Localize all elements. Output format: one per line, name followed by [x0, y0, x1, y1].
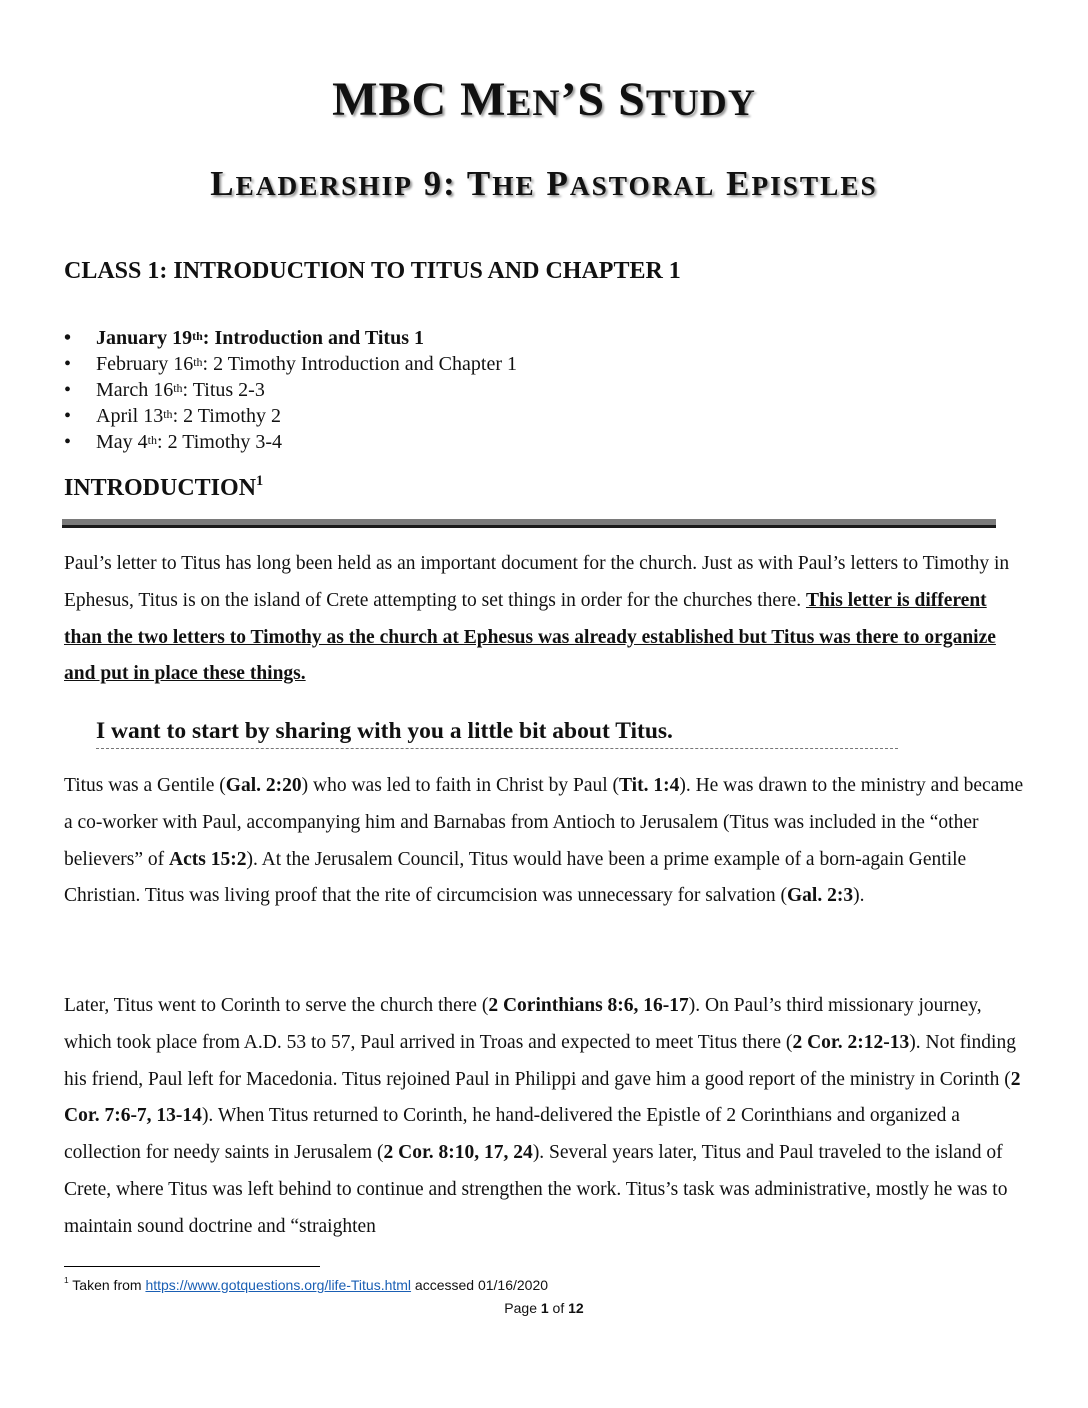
schedule-item: • May 4th: 2 Timothy 3-4: [64, 429, 517, 455]
document-title: MBC MEN’S STUDY: [332, 73, 756, 126]
schedule-item: • March 16th: Titus 2-3: [64, 377, 517, 403]
titus-subheading: I want to start by sharing with you a little bit about Titus.: [96, 718, 673, 744]
footnote-ref[interactable]: 1: [256, 473, 264, 489]
titus-paragraph-2: Later, Titus went to Corinth to serve the church there (2 Corinthians 8:6, 16-17). On Paul’s third missionary journey, which took place from A.D. 53 to 57, Paul arrived in Troas and expected to meet Titus there (2 Cor. 2:12-13). Not finding his friend, Paul left for Macedonia. Titus rejoined Paul in Philippi and gave him a good report of the ministry in Corinth (2 Cor. 7:6-7, 13-14). When Titus returned to Corinth, he hand-delivered the Epistle of 2 Corinthians and organized a collection for needy saints in Jerusalem (2 Cor. 8:10, 17, 24). Several years later, Titus and Paul traveled to the island of Crete, where Titus was left behind to continue and strengthen the work. Titus’s task was administrative, mostly he was to maintain sound doctrine and “straighten: [64, 995, 1021, 1237]
page-number: Page 1 of 12: [504, 1300, 584, 1316]
footnote-separator: [64, 1266, 320, 1267]
intro-paragraph: Paul’s letter to Titus has long been held as an important document for the church. Just as with Paul’s letters to Timothy in Ephesus, Titus is on the island of Crete attempting to set things in order for the churches there. This letter is different than the two letters to Timothy as the church at Ephesus was already established but Titus was there to organize and put in place these things.: [64, 553, 1010, 685]
subheading-underline: [96, 748, 898, 749]
footnote-link[interactable]: https://www.gotquestions.org/life-Titus.html: [145, 1277, 412, 1293]
section-divider: [62, 519, 996, 528]
emphasized-text: This letter is different than the two letters to Timothy as the church at Ephesus was already established but Titus was there to organize and put in place these things.: [64, 589, 996, 685]
schedule-list: [64, 325, 517, 455]
class-heading: CLASS 1: INTRODUCTION TO TITUS AND CHAPTER 1: [64, 258, 681, 284]
introduction-heading: INTRODUCTION$^1$: [64, 473, 264, 501]
schedule-item: • February 16th: 2 Timothy Introduction and Chapter 1: [64, 351, 517, 377]
footnote: $^1$ Taken from https://www.gotquestions.org/life-Titus.html accessed 01/16/2020: [64, 1275, 549, 1293]
document-subtitle: LEADERSHIP 9: THE PASTORAL EPISTLES: [210, 164, 878, 203]
schedule-item: • April 13th: 2 Timothy 2: [64, 403, 517, 429]
titus-paragraph-1: Titus was a Gentile (Gal. 2:20) who was led to faith in Christ by Paul (Tit. 1:4). He was drawn to the ministry and became a co-worker with Paul, accompanying him and Barnabas from Antioch to Jerusalem (Titus was included in the “other believers” of Acts 15:2). At the Jerusalem Council, Titus would have been a prime example of a born-again Gentile Christian. Titus was living proof that the rite of circumcision was unnecessary for salvation (Gal. 2:3).: [64, 775, 1024, 907]
schedule-item: • January 19th: Introduction and Titus 1: [64, 325, 517, 351]
